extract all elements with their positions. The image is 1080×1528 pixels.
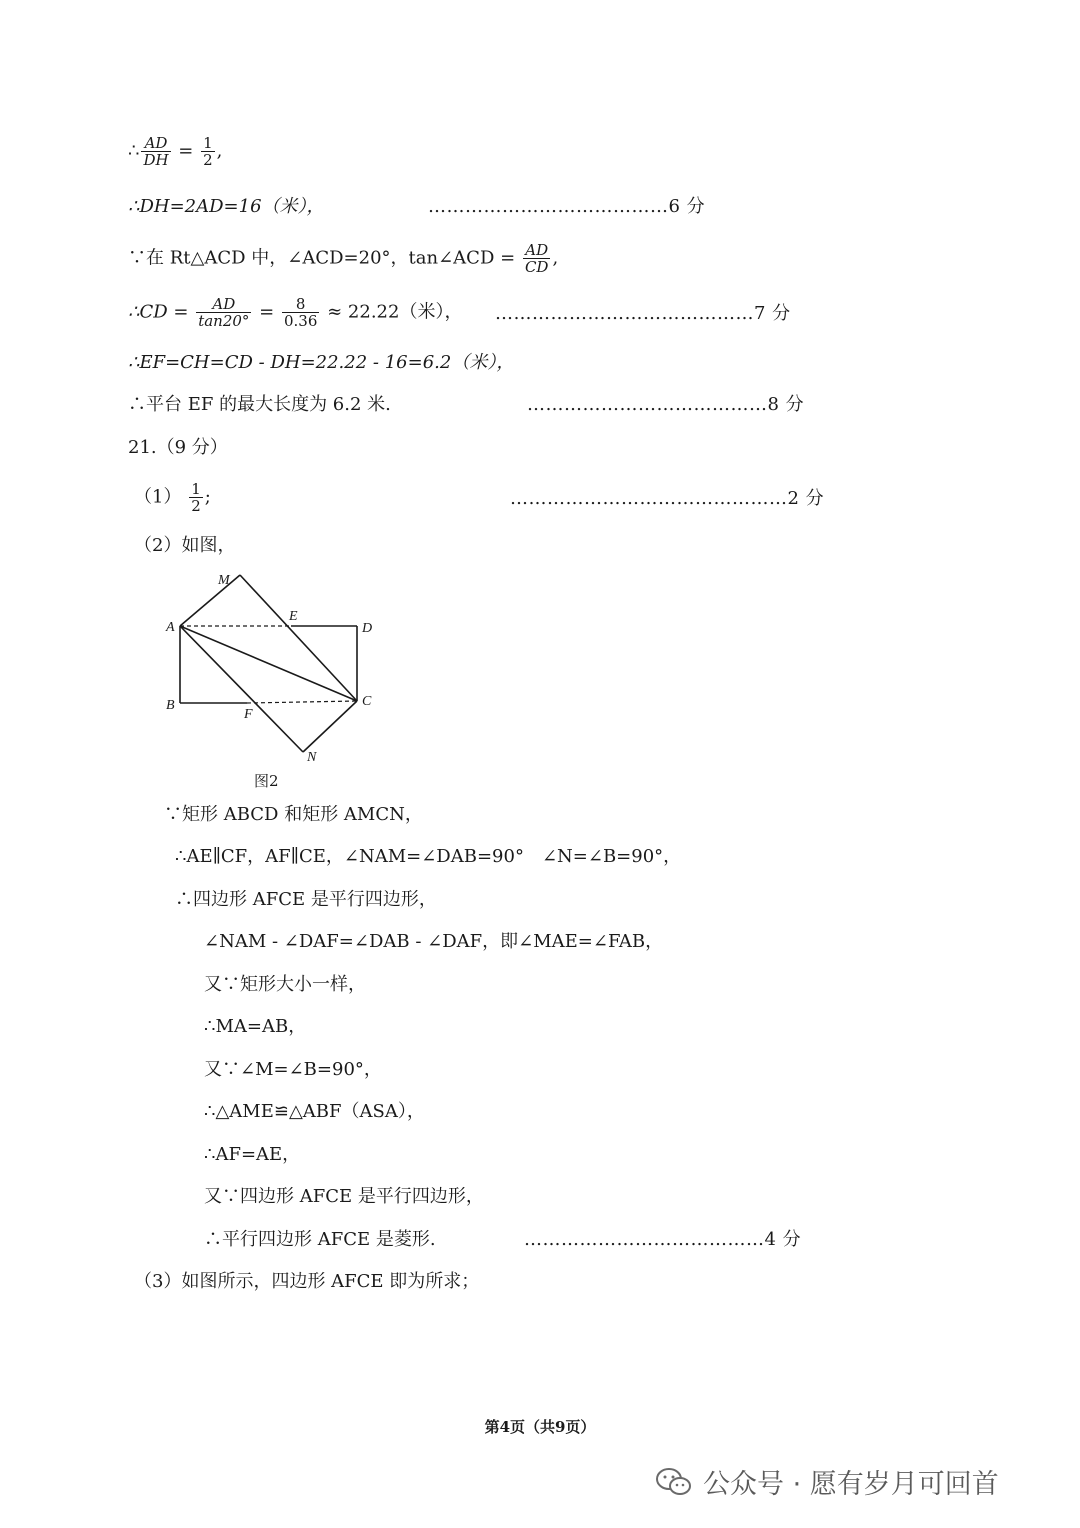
segment-nc bbox=[303, 701, 357, 752]
fraction-8-036 bbox=[282, 296, 319, 329]
label-b: B bbox=[166, 698, 175, 713]
fraction-ad-cd bbox=[523, 242, 551, 275]
watermark bbox=[655, 1462, 999, 1501]
segment-ac bbox=[180, 626, 357, 701]
proof-line: 又∵∠M=∠B=90°， bbox=[204, 1059, 382, 1080]
score-4: …………………………………4 分 bbox=[524, 1229, 802, 1250]
proof-line: ∴△AME≌△ABF（ASA）， bbox=[204, 1101, 425, 1122]
denominator: 2 bbox=[191, 497, 201, 515]
label-n: N bbox=[307, 750, 317, 765]
denominator: tan20° bbox=[198, 312, 250, 330]
score-8: …………………………………8 分 bbox=[527, 394, 805, 415]
label-c: C bbox=[362, 694, 372, 709]
numerator: AD bbox=[141, 135, 170, 152]
text: ≈ 22.22（米）， bbox=[327, 301, 463, 323]
line-ratio bbox=[128, 135, 222, 168]
dashed-fc bbox=[247, 701, 357, 703]
segment-an bbox=[180, 626, 303, 752]
proof-line: ∴平行四边形 AFCE 是菱形. bbox=[204, 1229, 436, 1250]
line-conclusion: ∴平台 EF 的最大长度为 6.2 米. bbox=[128, 394, 391, 415]
denominator: CD bbox=[524, 258, 549, 276]
label-f: F bbox=[244, 707, 253, 722]
proof-line: ∴四边形 AFCE 是平行四边形， bbox=[175, 889, 437, 910]
numerator: 1 bbox=[203, 134, 213, 152]
part-2-heading: （2）如图， bbox=[134, 535, 236, 556]
numerator: AD bbox=[196, 296, 251, 313]
proof-line: ∴AE∥CF，AF∥CE，∠NAM=∠DAB=90° ∠N=∠B=90°， bbox=[175, 846, 682, 867]
score-2: ………………………………………2 分 bbox=[510, 488, 825, 509]
fraction-one-half bbox=[201, 135, 215, 168]
proof-line: 又∵四边形 AFCE 是平行四边形， bbox=[204, 1186, 484, 1207]
text: ∵在 Rt△ACD 中，∠ACD=20°，tan∠ACD = bbox=[128, 247, 516, 269]
rectangles-diagram bbox=[160, 565, 390, 765]
text: ∴CD = bbox=[128, 301, 189, 323]
equals-sign: = bbox=[259, 301, 275, 323]
fraction-ad-dh bbox=[141, 135, 170, 168]
fraction-one-half bbox=[189, 481, 203, 514]
segment-am bbox=[180, 575, 240, 626]
score-7: ……………………………………7 分 bbox=[495, 303, 791, 324]
fraction-ad-tan bbox=[196, 296, 251, 329]
label-d: D bbox=[362, 621, 373, 636]
watermark-text: 公众号 · 愿有岁月可回首 bbox=[703, 1469, 999, 1500]
label-m: M bbox=[218, 573, 230, 588]
proof-line: ∠NAM - ∠DAF=∠DAB - ∠DAF，即∠MAE=∠FAB， bbox=[204, 931, 664, 952]
numerator: AD bbox=[523, 242, 551, 259]
punctuation: , bbox=[216, 140, 223, 162]
equals-sign: = bbox=[178, 140, 194, 162]
punctuation: , bbox=[552, 247, 559, 269]
part-label: （1） bbox=[134, 486, 182, 508]
denominator: 2 bbox=[203, 151, 213, 169]
proof-line: 又∵矩形大小一样， bbox=[204, 974, 366, 995]
proof-line: ∴AF=AE， bbox=[204, 1144, 301, 1165]
punctuation: ; bbox=[204, 486, 211, 508]
label-e: E bbox=[289, 609, 298, 624]
question-21-heading: 21.（9 分） bbox=[128, 437, 228, 458]
line-tan bbox=[128, 242, 558, 275]
geometry-figure bbox=[160, 565, 390, 770]
label-a: A bbox=[166, 620, 175, 635]
figure-caption: 图2 bbox=[254, 772, 279, 790]
denominator: 0.36 bbox=[283, 312, 318, 330]
part-3-heading: （3）如图所示，四边形 AFCE 即为所求； bbox=[134, 1271, 480, 1292]
proof-line: ∴MA=AB， bbox=[204, 1016, 307, 1037]
segment-mc bbox=[240, 575, 357, 701]
denominator: DH bbox=[143, 151, 169, 169]
line-ef: ∴EF=CH=CD - DH=22.22 - 16=6.2（米）， bbox=[128, 352, 515, 373]
therefore-symbol: ∴ bbox=[128, 140, 140, 162]
line-cd bbox=[128, 296, 462, 329]
page-footer: 第4页（共9页） bbox=[484, 1418, 596, 1436]
numerator: 8 bbox=[282, 296, 319, 313]
numerator: 1 bbox=[191, 480, 201, 498]
score-6: …………………………………6 分 bbox=[428, 196, 706, 217]
part-1-answer bbox=[134, 481, 211, 514]
wechat-icon bbox=[655, 1467, 693, 1497]
line-dh: ∴DH=2AD=16（米）， bbox=[128, 196, 325, 217]
proof-line: ∵矩形 ABCD 和矩形 AMCN， bbox=[164, 804, 423, 825]
